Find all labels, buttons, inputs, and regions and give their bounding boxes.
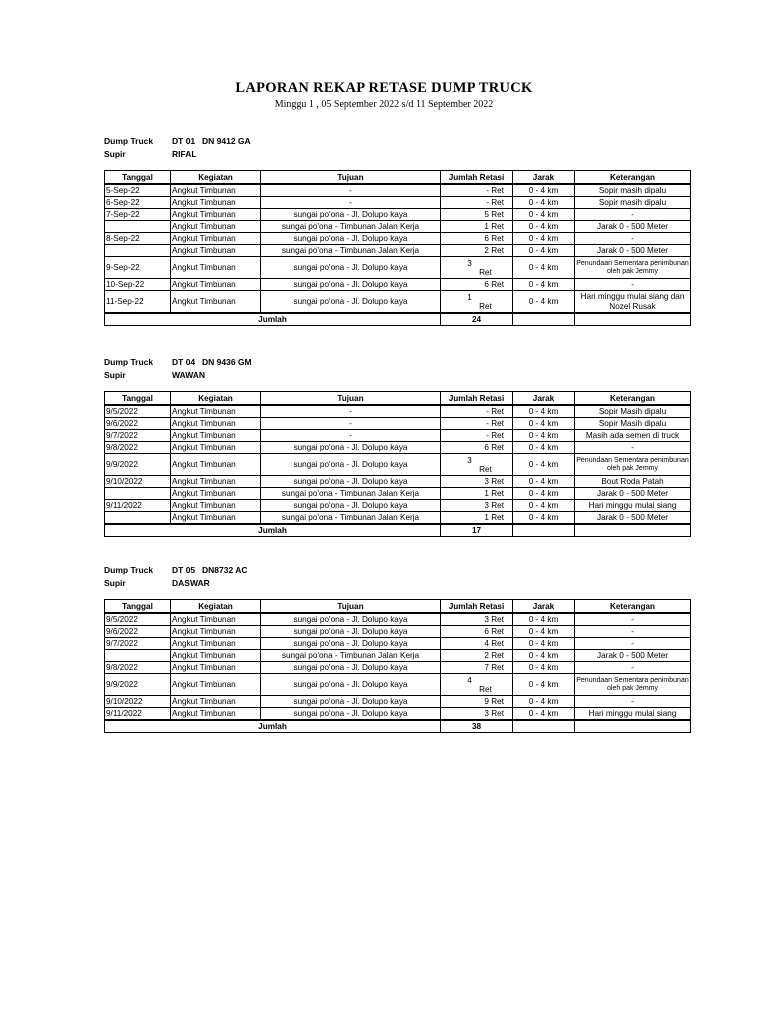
cell-jarak: 0 - 4 km <box>513 279 575 291</box>
cell-jarak: 0 - 4 km <box>513 512 575 525</box>
cell-retasi: - Ret <box>441 197 513 209</box>
column-header: Keterangan <box>575 600 691 614</box>
cell-retasi: 6 Ret <box>441 442 513 454</box>
cell-tujuan: sungai po'ona - Jl. Dolupo kaya <box>261 613 441 626</box>
cell-tujuan: sungai po'ona - Jl. Dolupo kaya <box>261 257 441 279</box>
truck-id: DT 05 <box>172 565 196 575</box>
cell-jarak: 0 - 4 km <box>513 638 575 650</box>
truck-section <box>104 135 690 326</box>
cell-keterangan: - <box>575 209 691 221</box>
cell-tanggal: 10-Sep-22 <box>105 279 171 291</box>
cell-tujuan: sungai po'ona - Timbunan Jalan Kerja <box>261 488 441 500</box>
total-retasi: 24 <box>441 313 513 326</box>
cell-kegiatan: Angkut Timbunan <box>171 662 261 674</box>
cell-tanggal: 9/11/2022 <box>105 708 171 721</box>
column-header: Jarak <box>513 392 575 406</box>
cell-tujuan: sungai po'ona - Jl. Dolupo kaya <box>261 476 441 488</box>
cell-jarak: 0 - 4 km <box>513 245 575 257</box>
cell-tujuan: sungai po'ona - Jl. Dolupo kaya <box>261 209 441 221</box>
table-row <box>105 662 691 674</box>
cell-kegiatan: Angkut Timbunan <box>171 500 261 512</box>
supir-label: Supir <box>104 149 126 159</box>
cell-kegiatan: Angkut Timbunan <box>171 512 261 525</box>
dump-truck-label: Dump Truck <box>104 136 154 146</box>
cell-keterangan: Bout Roda Patah <box>575 476 691 488</box>
cell-jarak: 0 - 4 km <box>513 184 575 197</box>
total-row <box>105 313 691 326</box>
cell-kegiatan: Angkut Timbunan <box>171 221 261 233</box>
cell-tujuan: - <box>261 430 441 442</box>
cell-jarak: 0 - 4 km <box>513 405 575 418</box>
cell-retasi: 7 Ret <box>441 662 513 674</box>
table-row <box>105 626 691 638</box>
dump-truck-label: Dump Truck <box>104 565 154 575</box>
cell-keterangan: - <box>575 233 691 245</box>
cell-tujuan: - <box>261 405 441 418</box>
cell-retasi: 1 Ret <box>441 488 513 500</box>
column-header: Tujuan <box>261 171 441 185</box>
cell-tujuan: sungai po'ona - Jl. Dolupo kaya <box>261 708 441 721</box>
cell-keterangan: Sopir Masih dipalu <box>575 418 691 430</box>
cell-jarak: 0 - 4 km <box>513 650 575 662</box>
table-row <box>105 245 691 257</box>
cell-kegiatan: Angkut Timbunan <box>171 696 261 708</box>
cell-retasi: 5 Ret <box>441 209 513 221</box>
table-row <box>105 613 691 626</box>
table-row <box>105 650 691 662</box>
cell-tanggal <box>105 512 171 525</box>
cell-retasi: 9 Ret <box>441 696 513 708</box>
table-header-row <box>105 600 691 614</box>
cell-keterangan: Jarak 0 - 500 Meter <box>575 245 691 257</box>
cell-tanggal: 9/10/2022 <box>105 476 171 488</box>
cell-retasi: 6 Ret <box>441 233 513 245</box>
total-retasi: 38 <box>441 720 513 733</box>
cell-retasi: - Ret <box>441 418 513 430</box>
column-header: Kegiatan <box>171 392 261 406</box>
cell-kegiatan: Angkut Timbunan <box>171 184 261 197</box>
cell-jarak: 0 - 4 km <box>513 209 575 221</box>
cell-keterangan: Jarak 0 - 500 Meter <box>575 512 691 525</box>
table-row <box>105 674 691 696</box>
cell-tanggal: 11-Sep-22 <box>105 291 171 314</box>
cell-kegiatan: Angkut Timbunan <box>171 650 261 662</box>
cell-retasi: 6 Ret <box>441 279 513 291</box>
table-header-row <box>105 171 691 185</box>
cell-tujuan: sungai po'ona - Jl. Dolupo kaya <box>261 279 441 291</box>
cell-jarak: 0 - 4 km <box>513 500 575 512</box>
table-row <box>105 184 691 197</box>
truck-section <box>104 564 690 733</box>
table-row <box>105 512 691 525</box>
jumlah-label: Jumlah <box>105 720 441 733</box>
supir-label: Supir <box>104 370 126 380</box>
column-header: Jumlah Retasi <box>441 600 513 614</box>
retasi-unit: Ret <box>479 684 492 694</box>
cell-tanggal: 9/8/2022 <box>105 662 171 674</box>
retase-table <box>104 391 691 537</box>
cell-retasi <box>441 454 513 476</box>
cell-retasi: - Ret <box>441 405 513 418</box>
cell-jarak: 0 - 4 km <box>513 442 575 454</box>
driver-meta <box>104 577 690 590</box>
truck-plate: DN8732 AC <box>202 565 248 575</box>
cell-tujuan: sungai po'ona - Jl. Dolupo kaya <box>261 500 441 512</box>
cell-tanggal: 9/7/2022 <box>105 638 171 650</box>
cell-kegiatan: Angkut Timbunan <box>171 454 261 476</box>
cell-tujuan: sungai po'ona - Jl. Dolupo kaya <box>261 291 441 314</box>
cell-tanggal: 8-Sep-22 <box>105 233 171 245</box>
cell-tanggal <box>105 221 171 233</box>
cell-tanggal: 9/6/2022 <box>105 626 171 638</box>
truck-section <box>104 356 690 537</box>
cell-keterangan: Hari minggu mulai siang <box>575 708 691 721</box>
column-header: Jarak <box>513 171 575 185</box>
cell-retasi: 1 Ret <box>441 512 513 525</box>
cell-tanggal <box>105 650 171 662</box>
table-row <box>105 405 691 418</box>
report-title: LAPORAN REKAP RETASE DUMP TRUCK <box>235 80 533 96</box>
cell-kegiatan: Angkut Timbunan <box>171 638 261 650</box>
retase-table <box>104 170 691 326</box>
column-header: Tujuan <box>261 600 441 614</box>
cell-tujuan: sungai po'ona - Jl. Dolupo kaya <box>261 454 441 476</box>
cell-retasi: 2 Ret <box>441 245 513 257</box>
cell-tanggal <box>105 488 171 500</box>
cell-retasi <box>441 674 513 696</box>
table-row <box>105 209 691 221</box>
cell-jarak: 0 - 4 km <box>513 476 575 488</box>
retasi-number: 1 <box>467 292 472 302</box>
cell-tujuan: - <box>261 418 441 430</box>
cell-keterangan: Masih ada semen di truck <box>575 430 691 442</box>
table-row <box>105 291 691 314</box>
cell-tujuan: sungai po'ona - Timbunan Jalan Kerja <box>261 650 441 662</box>
empty-cell <box>575 524 691 537</box>
cell-keterangan: Sopir Masih dipalu <box>575 405 691 418</box>
cell-tanggal: 7-Sep-22 <box>105 209 171 221</box>
cell-kegiatan: Angkut Timbunan <box>171 674 261 696</box>
driver-name: RIFAL <box>172 149 197 159</box>
cell-keterangan: Hari minggu mulai siang dan Nozel Rusak <box>575 291 691 314</box>
supir-label: Supir <box>104 578 126 588</box>
cell-tujuan: sungai po'ona - Timbunan Jalan Kerja <box>261 221 441 233</box>
cell-jarak: 0 - 4 km <box>513 430 575 442</box>
total-row <box>105 524 691 537</box>
cell-kegiatan: Angkut Timbunan <box>171 233 261 245</box>
cell-tujuan: sungai po'ona - Timbunan Jalan Kerja <box>261 245 441 257</box>
cell-keterangan: - <box>575 279 691 291</box>
retasi-unit: Ret <box>479 301 492 311</box>
cell-keterangan: Penundaan Sementara penimbunan oleh pak Jemmy <box>575 454 691 476</box>
cell-jarak: 0 - 4 km <box>513 454 575 476</box>
column-header: Jarak <box>513 600 575 614</box>
cell-retasi: 1 Ret <box>441 221 513 233</box>
cell-retasi: 4 Ret <box>441 638 513 650</box>
table-row <box>105 454 691 476</box>
cell-keterangan: - <box>575 613 691 626</box>
cell-kegiatan: Angkut Timbunan <box>171 209 261 221</box>
retase-table <box>104 599 691 733</box>
cell-retasi: 6 Ret <box>441 626 513 638</box>
cell-jarak: 0 - 4 km <box>513 418 575 430</box>
driver-meta <box>104 148 690 161</box>
retasi-unit: Ret <box>479 464 492 474</box>
cell-keterangan: Sopir masih dipalu <box>575 197 691 209</box>
cell-retasi: - Ret <box>441 430 513 442</box>
total-row <box>105 720 691 733</box>
empty-cell <box>575 313 691 326</box>
cell-kegiatan: Angkut Timbunan <box>171 708 261 721</box>
cell-jarak: 0 - 4 km <box>513 662 575 674</box>
cell-tujuan: - <box>261 197 441 209</box>
table-row <box>105 442 691 454</box>
cell-tujuan: sungai po'ona - Jl. Dolupo kaya <box>261 626 441 638</box>
cell-kegiatan: Angkut Timbunan <box>171 613 261 626</box>
cell-kegiatan: Angkut Timbunan <box>171 405 261 418</box>
cell-keterangan: Jarak 0 - 500 Meter <box>575 650 691 662</box>
cell-tanggal: 5-Sep-22 <box>105 184 171 197</box>
column-header: Tanggal <box>105 600 171 614</box>
truck-plate: DN 9412 GA <box>202 136 251 146</box>
cell-tanggal: 9/6/2022 <box>105 418 171 430</box>
column-header: Tanggal <box>105 392 171 406</box>
table-row <box>105 279 691 291</box>
cell-keterangan: Sopir masih dipalu <box>575 184 691 197</box>
cell-kegiatan: Angkut Timbunan <box>171 418 261 430</box>
cell-jarak: 0 - 4 km <box>513 233 575 245</box>
cell-kegiatan: Angkut Timbunan <box>171 279 261 291</box>
cell-retasi: - Ret <box>441 184 513 197</box>
table-row <box>105 500 691 512</box>
cell-tujuan: sungai po'ona - Jl. Dolupo kaya <box>261 674 441 696</box>
cell-retasi: 3 Ret <box>441 500 513 512</box>
cell-tanggal: 9-Sep-22 <box>105 257 171 279</box>
cell-retasi: 3 Ret <box>441 708 513 721</box>
cell-retasi: 2 Ret <box>441 650 513 662</box>
table-row <box>105 430 691 442</box>
cell-retasi <box>441 291 513 314</box>
cell-keterangan: - <box>575 696 691 708</box>
report-subtitle: Minggu 1 , 05 September 2022 s/d 11 September 2022 <box>274 99 494 110</box>
retasi-number: 3 <box>467 258 472 268</box>
cell-tanggal: 9/9/2022 <box>105 674 171 696</box>
cell-tujuan: sungai po'ona - Jl. Dolupo kaya <box>261 696 441 708</box>
cell-kegiatan: Angkut Timbunan <box>171 245 261 257</box>
table-row <box>105 708 691 721</box>
table-row <box>105 197 691 209</box>
cell-jarak: 0 - 4 km <box>513 221 575 233</box>
cell-tanggal: 9/10/2022 <box>105 696 171 708</box>
truck-id: DT 04 <box>172 357 196 367</box>
cell-kegiatan: Angkut Timbunan <box>171 197 261 209</box>
truck-plate: DN 9436 GM <box>202 357 252 367</box>
cell-keterangan: - <box>575 626 691 638</box>
cell-jarak: 0 - 4 km <box>513 488 575 500</box>
table-row <box>105 257 691 279</box>
table-row <box>105 233 691 245</box>
cell-jarak: 0 - 4 km <box>513 291 575 314</box>
cell-tujuan: sungai po'ona - Jl. Dolupo kaya <box>261 233 441 245</box>
cell-keterangan: Penundaan Sementara penimbunan oleh pak Jemmy <box>575 257 691 279</box>
retasi-number: 4 <box>467 675 472 685</box>
table-row <box>105 488 691 500</box>
column-header: Jumlah Retasi <box>441 392 513 406</box>
cell-tanggal: 9/5/2022 <box>105 613 171 626</box>
cell-tanggal: 9/5/2022 <box>105 405 171 418</box>
table-row <box>105 696 691 708</box>
cell-retasi <box>441 257 513 279</box>
cell-tanggal: 9/9/2022 <box>105 454 171 476</box>
cell-jarak: 0 - 4 km <box>513 708 575 721</box>
dump-truck-label: Dump Truck <box>104 357 154 367</box>
cell-keterangan: - <box>575 442 691 454</box>
driver-name: DASWAR <box>172 578 210 588</box>
truck-meta <box>104 564 690 577</box>
cell-keterangan: Penundaan Sementara penimbunan oleh pak Jemmy <box>575 674 691 696</box>
table-header-row <box>105 392 691 406</box>
cell-tanggal <box>105 245 171 257</box>
driver-meta <box>104 369 690 382</box>
column-header: Tanggal <box>105 171 171 185</box>
cell-tujuan: - <box>261 184 441 197</box>
cell-tanggal: 9/11/2022 <box>105 500 171 512</box>
empty-cell <box>513 313 575 326</box>
cell-retasi: 3 Ret <box>441 613 513 626</box>
cell-retasi: 3 Ret <box>441 476 513 488</box>
table-row <box>105 476 691 488</box>
cell-kegiatan: Angkut Timbunan <box>171 291 261 314</box>
total-retasi: 17 <box>441 524 513 537</box>
truck-meta <box>104 356 690 369</box>
cell-kegiatan: Angkut Timbunan <box>171 430 261 442</box>
column-header: Kegiatan <box>171 600 261 614</box>
cell-jarak: 0 - 4 km <box>513 674 575 696</box>
cell-kegiatan: Angkut Timbunan <box>171 442 261 454</box>
cell-keterangan: - <box>575 662 691 674</box>
cell-jarak: 0 - 4 km <box>513 613 575 626</box>
cell-keterangan: Hari minggu mulai siang <box>575 500 691 512</box>
column-header: Keterangan <box>575 171 691 185</box>
retasi-number: 3 <box>467 455 472 465</box>
cell-kegiatan: Angkut Timbunan <box>171 476 261 488</box>
cell-jarak: 0 - 4 km <box>513 696 575 708</box>
empty-cell <box>513 524 575 537</box>
cell-kegiatan: Angkut Timbunan <box>171 626 261 638</box>
table-row <box>105 221 691 233</box>
table-row <box>105 418 691 430</box>
driver-name: WAWAN <box>172 370 206 380</box>
cell-tujuan: sungai po'ona - Timbunan Jalan Kerja <box>261 512 441 525</box>
cell-tanggal: 6-Sep-22 <box>105 197 171 209</box>
cell-kegiatan: Angkut Timbunan <box>171 257 261 279</box>
cell-jarak: 0 - 4 km <box>513 257 575 279</box>
column-header: Kegiatan <box>171 171 261 185</box>
table-row <box>105 638 691 650</box>
cell-tujuan: sungai po'ona - Jl. Dolupo kaya <box>261 442 441 454</box>
jumlah-label: Jumlah <box>105 524 441 537</box>
empty-cell <box>575 720 691 733</box>
cell-tujuan: sungai po'ona - Jl. Dolupo kaya <box>261 662 441 674</box>
cell-keterangan: Jarak 0 - 500 Meter <box>575 488 691 500</box>
truck-meta <box>104 135 690 148</box>
column-header: Tujuan <box>261 392 441 406</box>
empty-cell <box>513 720 575 733</box>
cell-keterangan: - <box>575 638 691 650</box>
truck-id: DT 01 <box>172 136 196 146</box>
cell-jarak: 0 - 4 km <box>513 197 575 209</box>
column-header: Jumlah Retasi <box>441 171 513 185</box>
column-header: Keterangan <box>575 392 691 406</box>
retasi-unit: Ret <box>479 267 492 277</box>
cell-tanggal: 9/7/2022 <box>105 430 171 442</box>
jumlah-label: Jumlah <box>105 313 441 326</box>
cell-jarak: 0 - 4 km <box>513 626 575 638</box>
cell-kegiatan: Angkut Timbunan <box>171 488 261 500</box>
cell-keterangan: Jarak 0 - 500 Meter <box>575 221 691 233</box>
cell-tujuan: sungai po'ona - Jl. Dolupo kaya <box>261 638 441 650</box>
cell-tanggal: 9/8/2022 <box>105 442 171 454</box>
